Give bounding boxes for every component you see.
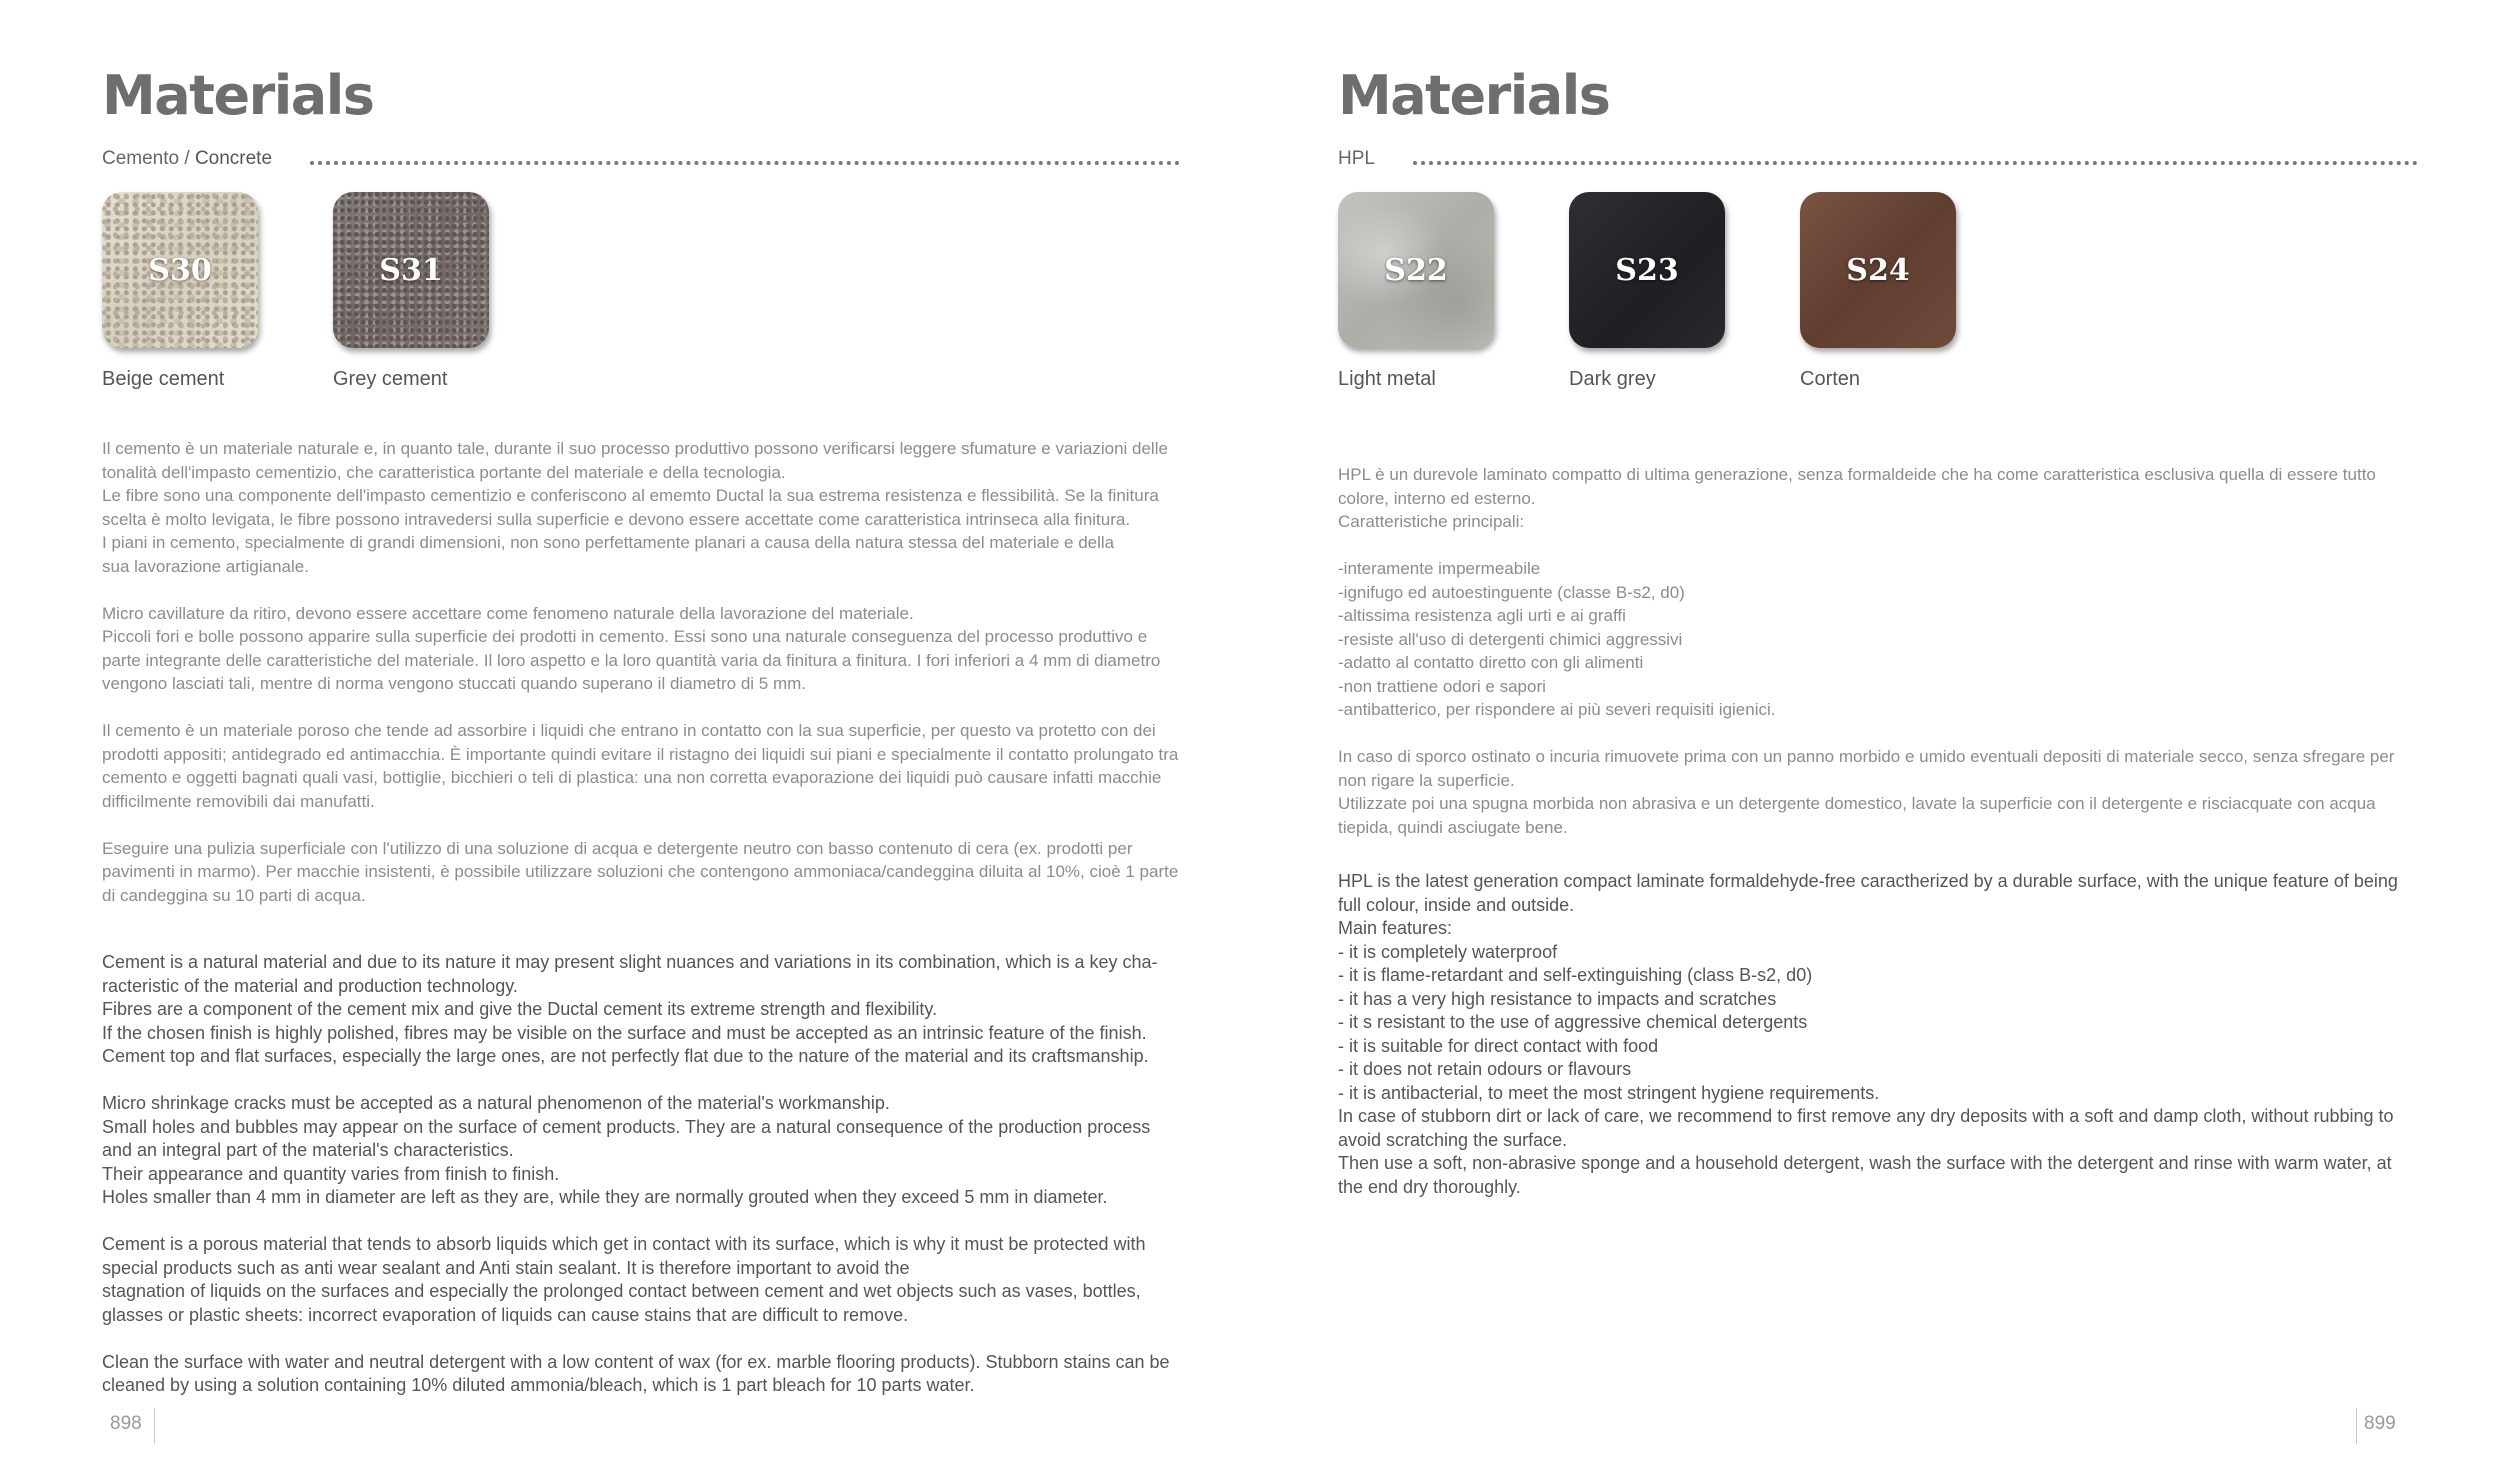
- paragraph: [102, 719, 1182, 813]
- paragraph: [102, 1233, 1182, 1327]
- swatch-s23[interactable]: [1569, 192, 1725, 390]
- swatch-s22[interactable]: [1338, 192, 1494, 390]
- paragraph: [102, 837, 1182, 908]
- text-line: racteristic of the material and production technology.: [102, 975, 518, 996]
- swatch-label: Beige cement: [102, 368, 225, 390]
- swatch-s24[interactable]: [1800, 192, 1956, 390]
- swatch-code: S24: [1846, 252, 1910, 288]
- text-line: I piani in cemento, specialmente di grandi dimensioni, non sono perfettamente planari a causa della natura stessa del materiale e della: [102, 533, 1115, 552]
- page-number: 899: [2364, 1413, 2396, 1434]
- swatch-code: S31: [379, 252, 443, 288]
- text-line: Fibres are a component of the cement mix and give the Ductal cement its extreme strength and flexibility.: [102, 999, 938, 1019]
- dotted-rule: [310, 161, 1180, 165]
- page-title: Materials: [1338, 64, 1610, 127]
- text-line: -altissima resistenza agli urti e ai graffi: [1338, 606, 1626, 625]
- subtitle-english: Concrete: [194, 148, 273, 169]
- text-line: - it is flame-retardant and self-extinguishing (class B-s2, d0): [1338, 965, 1813, 985]
- text-line: special products such as anti wear sealant and Anti stain sealant. It is therefore important to avoid the: [102, 1257, 910, 1278]
- page-number: 898: [110, 1413, 142, 1434]
- text-line: Small holes and bubbles may appear on the surface of cement products. They are a natural consequence of the production process: [102, 1116, 1151, 1137]
- text-line: sua lavorazione artigianale.: [102, 556, 309, 576]
- page-number-divider: [154, 1408, 155, 1444]
- dotted-rule: [1413, 161, 2418, 165]
- text-line: Piccoli fori e bolle possono apparire sulla superficie dei prodotti in cemento. Essi sono una naturale conseguenza del processo produttivo e: [102, 627, 1148, 646]
- swatch-label: Light metal: [1338, 368, 1436, 390]
- swatch-code: S23: [1615, 252, 1679, 288]
- italian-text: [102, 437, 1182, 907]
- paragraph: [102, 602, 1182, 696]
- text-line: If the chosen finish is highly polished, fibres may be visible on the surface and must be accepted as an intrinsic feature of the finish.: [102, 1022, 1147, 1043]
- swatch-s30[interactable]: [102, 192, 258, 390]
- text-line: - it is suitable for direct contact with food: [1338, 1035, 1659, 1056]
- text-line: the end dry thoroughly.: [1338, 1176, 1521, 1197]
- text-line: -adatto al contatto diretto con gli alimenti: [1338, 653, 1644, 672]
- swatch-row: [1338, 192, 1958, 402]
- text-line: full colour, inside and outside.: [1338, 894, 1575, 915]
- text-line: Clean the surface with water and neutral detergent with a low content of wax (for ex. marble flooring products). Stubborn stains can be: [102, 1351, 1170, 1372]
- paragraph: [1338, 463, 2418, 534]
- text-line: Caratteristiche principali:: [1338, 512, 1525, 531]
- text-line: colore, interno ed esterno.: [1338, 488, 1536, 508]
- section-header: [102, 144, 1180, 170]
- text-line: Holes smaller than 4 mm in diameter are left as they are, while they are normally grouted when they exceed 5 mm in diameter.: [102, 1187, 1108, 1207]
- text-line: In caso di sporco ostinato o incuria rimuovete prima con un panno morbido e umido eventuali depositi di materiale secco, senza sfregare per: [1338, 747, 2395, 766]
- text-line: Main features:: [1338, 918, 1453, 938]
- text-line: -ignifugo ed autoestinguente (classe B-s2, d0): [1338, 582, 1685, 602]
- text-line: stagnation of liquids on the surfaces and especially the prolonged contact between cement and wet objects such as vases, bottles,: [102, 1281, 1141, 1301]
- text-line: avoid scratching the surface.: [1338, 1129, 1568, 1150]
- text-line: prodotti appositi; antidegrado ed antimacchia. È importante quindi evitare il ristagno dei liquidi sui piani e specialmente il contatto prolungato tra: [102, 744, 1179, 764]
- swatch-chip[interactable]: [1338, 192, 1494, 348]
- swatch-label: Corten: [1800, 368, 1861, 390]
- page-title: Materials: [102, 64, 374, 127]
- text-line: HPL is the latest generation compact laminate formaldehyde-free caractherized by a durable surface, with the unique feature of being: [1338, 871, 2398, 891]
- text-line: In case of stubborn dirt or lack of care, we recommend to first remove any dry deposits with a soft and damp cloth, without rubbing to: [1338, 1106, 2394, 1126]
- swatch-label: Grey cement: [333, 368, 448, 390]
- text-line: - it has a very high resistance to impacts and scratches: [1338, 988, 1777, 1009]
- english-text: [1338, 870, 2418, 1199]
- text-line: Utilizzate poi una spugna morbida non abrasiva e un detergente domestico, lavate la superficie con il detergente e risciacquate con acqua: [1338, 794, 2376, 813]
- swatch-row: [102, 192, 522, 402]
- text-line: di candeggina su 10 parti di acqua.: [102, 885, 366, 905]
- swatch-label: Dark grey: [1569, 368, 1656, 390]
- paragraph: [102, 437, 1182, 578]
- text-line: - it is antibacterial, to meet the most stringent hygiene requirements.: [1338, 1082, 1880, 1103]
- section-subtitle: [102, 148, 272, 170]
- text-line: - it s resistant to the use of aggressive chemical detergents: [1338, 1012, 1808, 1032]
- text-line: -non trattiene odori e sapori: [1338, 676, 1546, 696]
- text-line: Micro shrinkage cracks must be accepted as a natural phenomenon of the material's workmanship.: [102, 1093, 890, 1113]
- swatch-chip[interactable]: [1569, 192, 1725, 348]
- text-line: parte integrante delle caratteristiche del materiale. Il loro aspetto e la loro quantità varia da finitura a finitura. I fori inferiori a 4 mm di diametro: [102, 650, 1161, 670]
- text-line: Il cemento è un materiale poroso che tende ad assorbire i liquidi che entrano in contatto con la sua superficie, per questo va protetto con dei: [102, 721, 1156, 740]
- text-line: - it does not retain odours or flavours: [1338, 1059, 1632, 1079]
- text-line: Cement top and flat surfaces, especially the large ones, are not perfectly flat due to the nature of the material and its craftsmanship.: [102, 1046, 1149, 1066]
- section-subtitle: HPL: [1338, 148, 1375, 169]
- paragraph: [102, 1351, 1182, 1398]
- paragraph: [1338, 745, 2418, 839]
- text-line: pavimenti in marmo). Per macchie insistenti, è possibile utilizzare soluzioni che contengono ammoniaca/candeggina diluita al 10%, cioè 1 parte: [102, 862, 1179, 881]
- subtitle-italian: Cemento /: [102, 148, 195, 169]
- paragraph: [102, 951, 1182, 1069]
- text-line: cemento e oggetti bagnati quali vasi, bottiglie, bicchieri o teli di plastica: una non corretta evaporazione dei liquidi può causare infatti macchie: [102, 768, 1162, 787]
- text-line: glasses or plastic sheets: incorrect evaporation of liquids can cause stains that are difficult to remove.: [102, 1304, 909, 1325]
- swatch-chip[interactable]: [333, 192, 489, 348]
- text-line: cleaned by using a solution containing 10% diluted ammonia/bleach, which is 1 part bleach for 10 parts water.: [102, 1375, 975, 1395]
- paragraph: [102, 1092, 1182, 1210]
- text-line: -resiste all'uso di detergenti chimici aggressivi: [1338, 629, 1683, 649]
- text-line: Cement is a natural material and due to its nature it may present slight nuances and variations in its combination, which is a key cha-: [102, 952, 1158, 972]
- swatch-chip[interactable]: [1800, 192, 1956, 348]
- text-line: tonalità dell'impasto cementizio, che caratteristica portante del materiale e della tecnologia.: [102, 462, 786, 482]
- text-line: scelta è molto levigata, le fibre possono intravedersi sulla superficie e devono essere accettate come caratteristica intrinseca alla finitura.: [102, 509, 1131, 529]
- paragraph: [1338, 557, 2418, 722]
- swatch-code: S30: [148, 252, 212, 288]
- page-number-divider: [2356, 1408, 2357, 1444]
- text-line: Then use a soft, non-abrasive sponge and a household detergent, wash the surface with the detergent and rinse with warm water, at: [1338, 1153, 2392, 1173]
- section-header: [1338, 144, 2418, 170]
- english-text: [102, 951, 1182, 1398]
- text-line: Micro cavillature da ritiro, devono essere accettare come fenomeno naturale della lavorazione del materiale.: [102, 603, 914, 623]
- swatch-chip[interactable]: [102, 192, 258, 348]
- italian-text: [1338, 463, 2418, 839]
- paragraph: [1338, 870, 2418, 1199]
- text-line: vengono lasciati tali, mentre di norma vengono stuccati quando superano il diametro di 5 mm.: [102, 674, 806, 693]
- text-line: Eseguire una pulizia superficiale con l'utilizzo di una soluzione di acqua e detergente neutro con basso contenuto di cera (ex. prodotti per: [102, 838, 1133, 858]
- text-line: -interamente impermeabile: [1338, 559, 1541, 578]
- swatch-s31[interactable]: [333, 192, 489, 390]
- text-line: Le fibre sono una componente dell'impasto cementizio e conferiscono al ememto Ductal la sua estrema resistenza e flessibilità. Se la finitura: [102, 486, 1159, 505]
- text-line: and an integral part of the material's characteristics.: [102, 1140, 514, 1160]
- text-line: -antibatterico, per rispondere ai più severi requisiti igienici.: [1338, 700, 1776, 719]
- text-line: - it is completely waterproof: [1338, 941, 1558, 962]
- text-line: non rigare la superficie.: [1338, 770, 1515, 790]
- text-line: Il cemento è un materiale naturale e, in quanto tale, durante il suo processo produttivo possono verificarsi leggere sfumature e variazioni delle: [102, 439, 1168, 458]
- right-page: [1250, 0, 2500, 1480]
- swatch-code: S22: [1384, 252, 1448, 288]
- text-line: Their appearance and quantity varies from finish to finish.: [102, 1163, 560, 1184]
- text-line: HPL è un durevole laminato compatto di ultima generazione, senza formaldeide che ha come caratteristica esclusiva quella di essere tutto: [1338, 465, 2376, 484]
- text-line: Cement is a porous material that tends to absorb liquids which get in contact with its surface, which is why it must be protected with: [102, 1234, 1146, 1254]
- text-line: difficilmente removibili dai manufatti.: [102, 791, 375, 811]
- text-line: tiepida, quindi asciugate bene.: [1338, 817, 1568, 837]
